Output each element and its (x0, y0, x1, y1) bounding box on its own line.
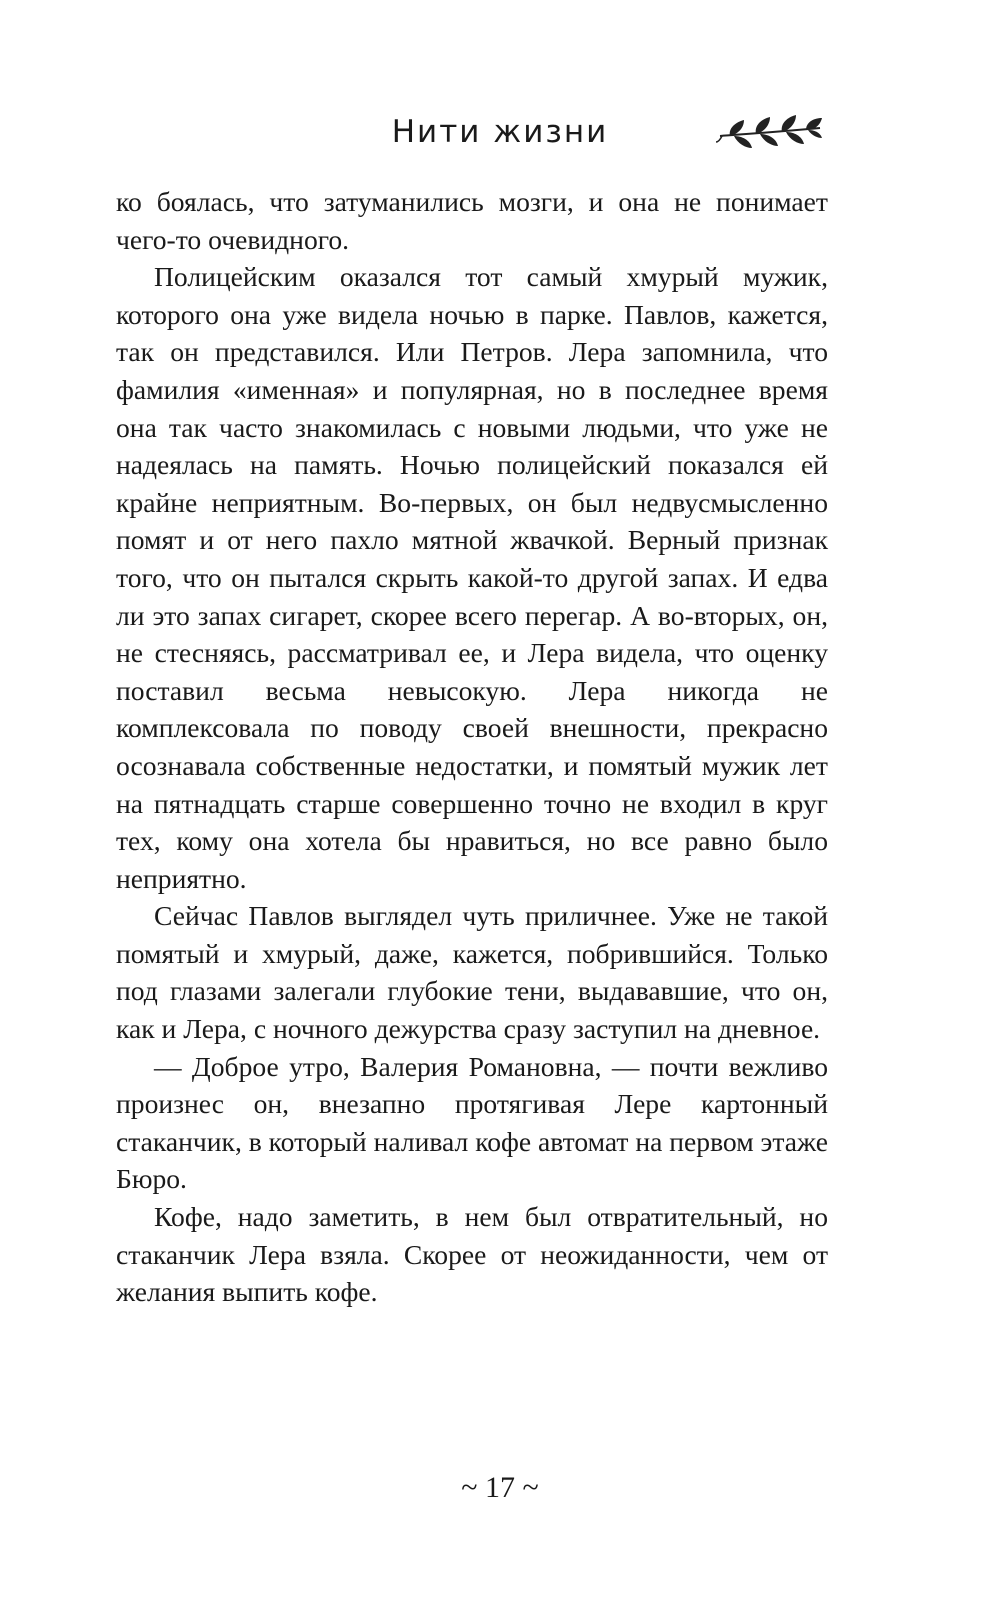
running-title: Нити жизни (391, 114, 609, 150)
paragraph: Кофе, надо заметить, в нем был отвратительный, но стаканчик Лера взяла. Скорее от неожиданности, чем от желания выпить кофе. (116, 1201, 828, 1308)
paragraph: ко боялась, что затуманились мозги, и она не понимает чего-то очевидного. (116, 186, 828, 255)
paragraph: — Доброе утро, Валерия Романовна, — почти вежливо произнес он, внезапно протягивая Лере картонный стаканчик, в который наливал кофе автомат на первом этаже Бюро. (116, 1050, 828, 1195)
leaf-branch-icon (716, 110, 826, 156)
page-header (0, 102, 1000, 162)
paragraph: Полицейским оказался тот самый хмурый мужик, которого она уже видела ночью в парке. Павлов, кажется, так он представился. Или Петров. Лера запомнила, что фамилия «именная» и популярная, но в последнее время она так часто знакомилась с новыми людьми, что уже не надеялась на память. Ночью полицейский показался ей крайне неприятным. Во-первых, он был недвусмысленно помят и от него пахло мятной жвачкой. Верный признак того, что он пытался скрыть какой-то другой запах. И едва ли это запах сигарет, скорее всего перегар. А во-вторых, он, не стесняясь, рассматривал ее, и Лера видела, что оценку поставил весьма невысокую. Лера никогда не комплексовала по поводу своей внешности, прекрасно осознавала собственные недостатки, и помятый мужик лет на пятнадцать старше совершенно точно не входил в круг тех, кому она хотела бы нравиться, но все равно было неприятно. (116, 261, 828, 894)
page-number: ~ 17 ~ (461, 1471, 539, 1504)
body-text (116, 183, 828, 1311)
paragraph: Сейчас Павлов выглядел чуть приличнее. Уже не такой помятый и хмурый, даже, кажется, побрившийся. Только под глазами залегали глубокие тени, выдававшие, что он, как и Лера, с ночного дежурства сразу заступил на дневное. (116, 900, 828, 1045)
